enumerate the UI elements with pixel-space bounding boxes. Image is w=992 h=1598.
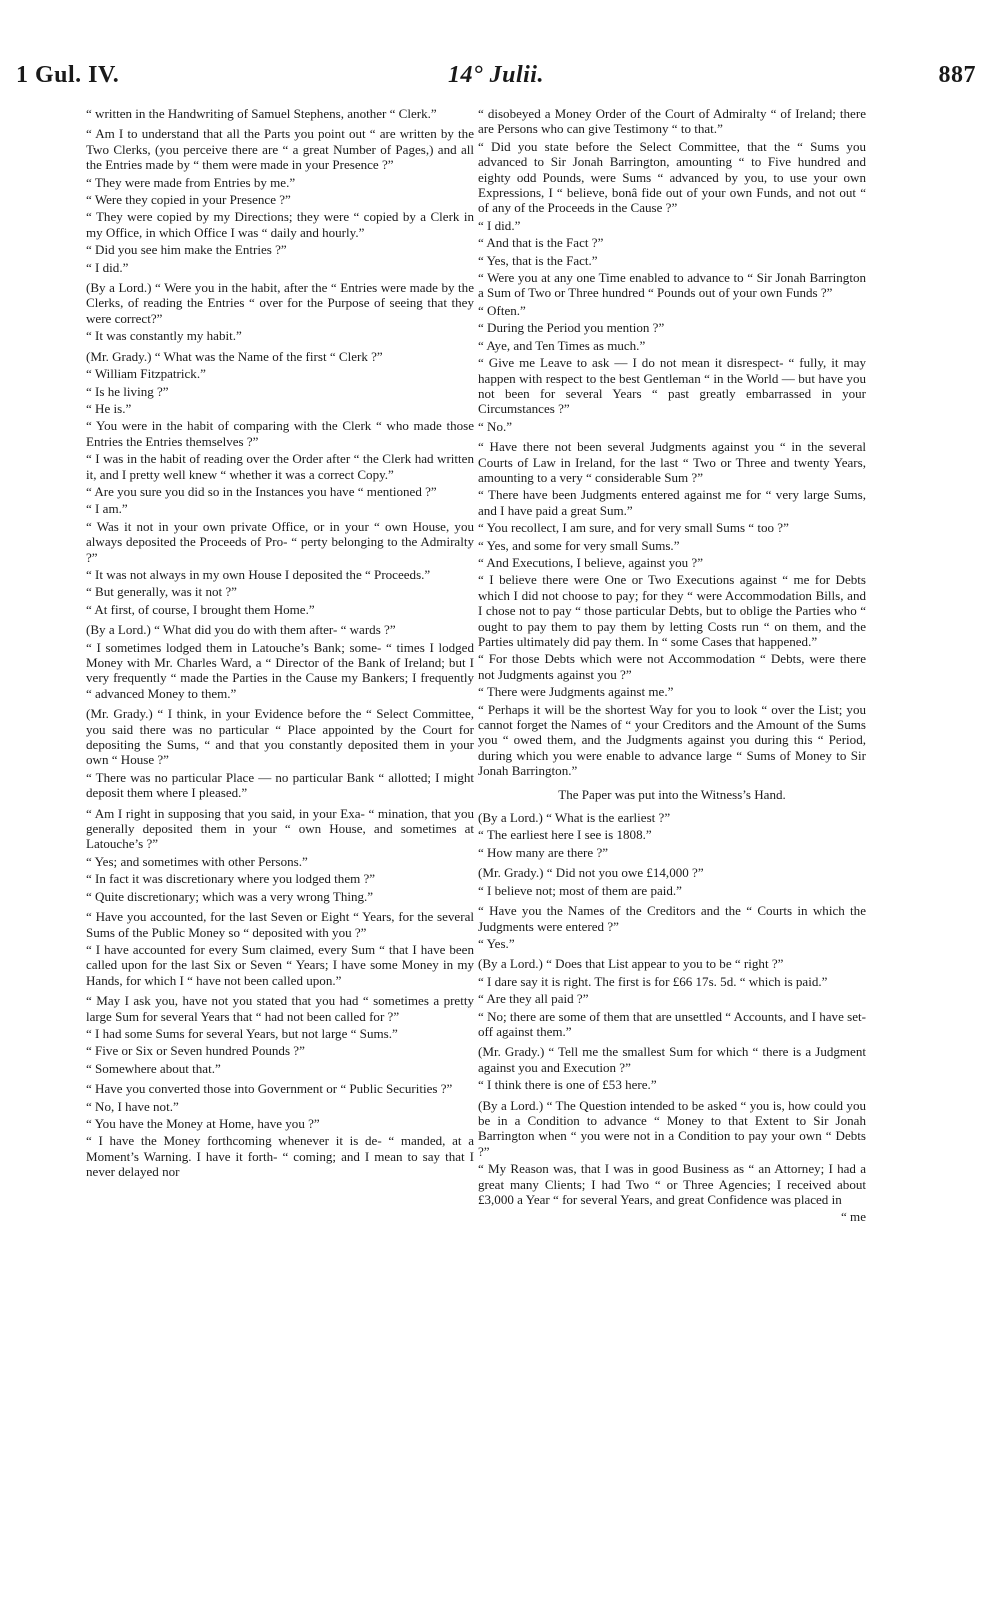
paragraph: “ I believe not; most of them are paid.” [478,882,682,898]
paragraph: “ Give me Leave to ask — I do not mean it disrespect- “ fully, it may happen with respect to the best Gentleman “ in the World — but have you not been for several Years “ past greatly embarrassed in your Circumstances ?” [478,355,866,417]
paragraph: “ He is.” [86,400,132,416]
header-date-text: 14° Julii. [448,62,544,88]
paragraph: (By a Lord.) “ What did you do with them after- “ wards ?” [86,622,396,638]
paragraph: “ Have there not been several Judgments against you “ in the several Courts of Law in Ireland, for the last “ Two or Three and twenty Years, amounting to a very “ considerable Sum ?” [478,439,866,485]
paragraph: “ My Reason was, that I was in good Business as “ an Attorney; I had a great many Clients; I had Two “ or Three Agencies; I received about £3,000 a Year “ for several Years, and great Confidence was placed in [478,1161,866,1207]
paragraph: “ They were made from Entries by me.” [86,174,296,190]
paragraph: “ You recollect, I am sure, and for very small Sums “ too ?” [478,520,789,536]
paragraph: “ Is he living ?” [86,383,169,399]
header-page-number: 887 [938,62,976,88]
paragraph: “ Perhaps it will be the shortest Way for you to look “ over the List; you cannot forget the Names of “ your Creditors and the Amount of the Sums you “ owed them, and the Judgments against you during this “ Period, during which you were enable to advance large “ Sums of Money to Sir Jonah Barrington.” [478,701,866,779]
paragraph: “ I have the Money forthcoming whenever it is de- “ manded, at a Moment’s Warning. I have it forth- “ coming; and I mean to say that I never delayed nor [86,1133,474,1180]
paragraph: “ You have the Money at Home, have you ?” [86,1115,320,1131]
paragraph: “ Quite discretionary; which was a very wrong Thing.” [86,888,374,904]
page-header [16,62,976,102]
paragraph: “ Did you state before the Select Committee, that the “ Sums you advanced to Sir Jonah Barrington, amounting “ to Five hundred and eighty odd Pounds, were Sums “ advanced by you, to use your own Expressions, I “ believe, bonâ fide out of your own Funds, and not out “ of any of the Proceeds in the Cause ?” [478,138,866,216]
paragraph: (Mr. Grady.) “ What was the Name of the first “ Clerk ?” [86,348,383,364]
paragraph: “ They were copied by my Directions; they were “ copied by a Clerk in my Office, in which Office I was “ daily and hourly.” [86,209,474,240]
paragraph: “ I did.” [86,259,129,275]
paragraph: “ How many are there ?” [478,844,609,860]
paragraph: “ Have you converted those into Government or “ Public Securities ?” [86,1081,453,1097]
paragraph: “ I am.” [86,501,128,517]
paragraph: (Mr. Grady.) “ I think, in your Evidence before the “ Select Committee, you said there was no particular “ Place appointed by the Court for depositing the Sums, “ and that you constantly deposited them in your own “ House ?” [86,706,474,768]
paragraph: “ Am I to understand that all the Parts you point out “ are written by the Two Clerks, (you perceive there are “ a great Number of Pages,) and all the Entries made by “ them were made in your Presence ?” [86,126,474,173]
paragraph: “ Yes, that is the Fact.” [478,252,598,268]
paragraph: “ The earliest here I see is 1808.” [478,827,652,843]
paragraph: “ William Fitzpatrick.” [86,366,206,382]
paragraph: “ Yes, and some for very small Sums.” [478,537,680,553]
paragraph: “ At first, of course, I brought them Home.” [86,601,315,617]
paragraph: “ Five or Six or Seven hundred Pounds ?” [86,1043,305,1059]
left-column [86,106,474,1584]
paragraph: “ In fact it was discretionary where you lodged them ?” [86,871,376,887]
paragraph: (Mr. Grady.) “ Did not you owe £14,000 ?” [478,865,704,881]
paragraph: “ Were you at any one Time enabled to advance to “ Sir Jonah Barrington a Sum of Two or Three hundred “ Pounds out of your own Funds ?” [478,270,866,301]
paragraph: “ I sometimes lodged them in Latouche’s Bank; some- “ times I lodged Money with Mr. Charles Ward, a “ Director of the Bank of Ireland; but I very frequently “ made the Parties in the Cause my Bankers; I frequently “ advanced Money to them.” [86,639,474,701]
paragraph: “ I have accounted for every Sum claimed, every Sum “ that I have been called upon for the last Six or Seven “ Years; I have some Money in my Hands, for which I “ have not been called upon.” [86,941,474,988]
paragraph: (By a Lord.) “ Were you in the habit, after the “ Entries were made by the Clerks, of reading the Entries “ over for the Purpose of seeing that they were correct?” [86,280,474,326]
paragraph: “ written in the Handwriting of Samuel Stephens, another “ Clerk.” [86,106,437,121]
paragraph: The Paper was put into the Witness’s Hand. [558,786,786,802]
text-columns [86,106,866,1584]
paragraph: “ I was in the habit of reading over the Order after “ the Clerk had written it, and I pretty well knew “ whether it was a correct Copy.” [86,451,474,482]
paragraph: (Mr. Grady.) “ Tell me the smallest Sum for which “ there is a Judgment against you and Execution ?” [478,1044,866,1075]
paragraph: “ It was constantly my habit.” [86,328,242,344]
paragraph: (By a Lord.) “ Does that List appear to you to be “ right ?” [478,956,784,972]
paragraph: (By a Lord.) “ The Question intended to be asked “ you is, how could you be in a Condition to advance “ Money to that Extent to Sir Jonah Barrington when “ you were not in a Condition to pay your own “ Debts ?” [478,1097,866,1159]
paragraph: “ No; there are some of them that are unsettled “ Accounts, and I have set-off against them.” [478,1008,866,1039]
paragraph: “ I believe there were One or Two Executions against “ me for Debts which I did not choose to pay; for they “ were Accommodation Bills, and I chose not to pay “ those particular Debts, but to oblige the Parties who “ ought to pay them to pay them by letting Costs run “ on them, and the Parties ultimately did pay them. In “ some Cases that happened.” [478,572,866,649]
paragraph: “ Are they all paid ?” [478,991,589,1007]
right-column [478,106,866,1584]
paragraph: “ me [841,1209,866,1225]
header-regnal-year: 1 Gul. IV. [16,62,120,88]
paragraph: “ Am I right in supposing that you said, in your Exa- “ mination, that you generally deposited them in your “ own House, and sometimes at Latouche’s ?” [86,805,474,852]
paragraph: (By a Lord.) “ What is the earliest ?” [478,810,671,826]
paragraph: “ I think there is one of £53 here.” [478,1077,657,1093]
paragraph: “ Have you accounted, for the last Seven or Eight “ Years, for the several Sums of the Public Money so “ deposited with you ?” [86,909,474,940]
paragraph: “ No.” [478,418,513,434]
paragraph: “ Did you see him make the Entries ?” [86,242,287,258]
paragraph: “ Were they copied in your Presence ?” [86,192,291,208]
paragraph: “ There was no particular Place — no particular Bank “ allotted; I might deposit them where I pleased.” [86,769,474,801]
paragraph: “ I had some Sums for several Years, but not large “ Sums.” [86,1025,398,1041]
paragraph: “ Are you sure you did so in the Instances you have “ mentioned ?” [86,483,437,499]
paragraph: “ Aye, and Ten Times as much.” [478,337,646,353]
paragraph: “ There have been Judgments entered against me for “ very large Sums, and I have paid a great Sum.” [478,487,866,518]
paragraph: “ Somewhere about that.” [86,1060,221,1076]
paragraph: “ Have you the Names of the Creditors and the “ Courts in which the Judgments were entered ?” [478,903,866,934]
paragraph: “ You were in the habit of comparing with the Clerk “ who made those Entries the Entries themselves ?” [86,418,474,449]
paragraph: “ Yes; and sometimes with other Persons.” [86,853,308,869]
paragraph: “ And Executions, I believe, against you ?” [478,554,703,570]
paragraph: “ Often.” [478,302,526,318]
paragraph: “ No, I have not.” [86,1098,179,1114]
paragraph: “ May I ask you, have not you stated that you had “ sometimes a pretty large Sum for several Years that “ had not been called for ?” [86,993,474,1024]
paragraph: “ I did.” [478,217,521,233]
paragraph: “ Was it not in your own private Office, or in your “ own House, you always deposited the Proceeds of Pro- “ perty belonging to the Admiralty ?” [86,518,474,565]
paragraph: “ But generally, was it not ?” [86,584,237,600]
paragraph: “ And that is the Fact ?” [478,235,604,251]
paragraph: “ disobeyed a Money Order of the Court of Admiralty “ of Ireland; there are Persons who can give Testimony “ to that.” [478,106,866,137]
paragraph: “ During the Period you mention ?” [478,320,665,336]
paragraph: “ There were Judgments against me.” [478,684,674,700]
paragraph: “ For those Debts which were not Accommodation “ Debts, were there not Judgments against you ?” [478,651,866,682]
paragraph: “ It was not always in my own House I deposited the “ Proceeds.” [86,566,431,582]
paragraph: “ Yes.” [478,935,515,951]
header-date [16,62,976,89]
paragraph: “ I dare say it is right. The first is for £66 17s. 5d. “ which is paid.” [478,973,828,989]
